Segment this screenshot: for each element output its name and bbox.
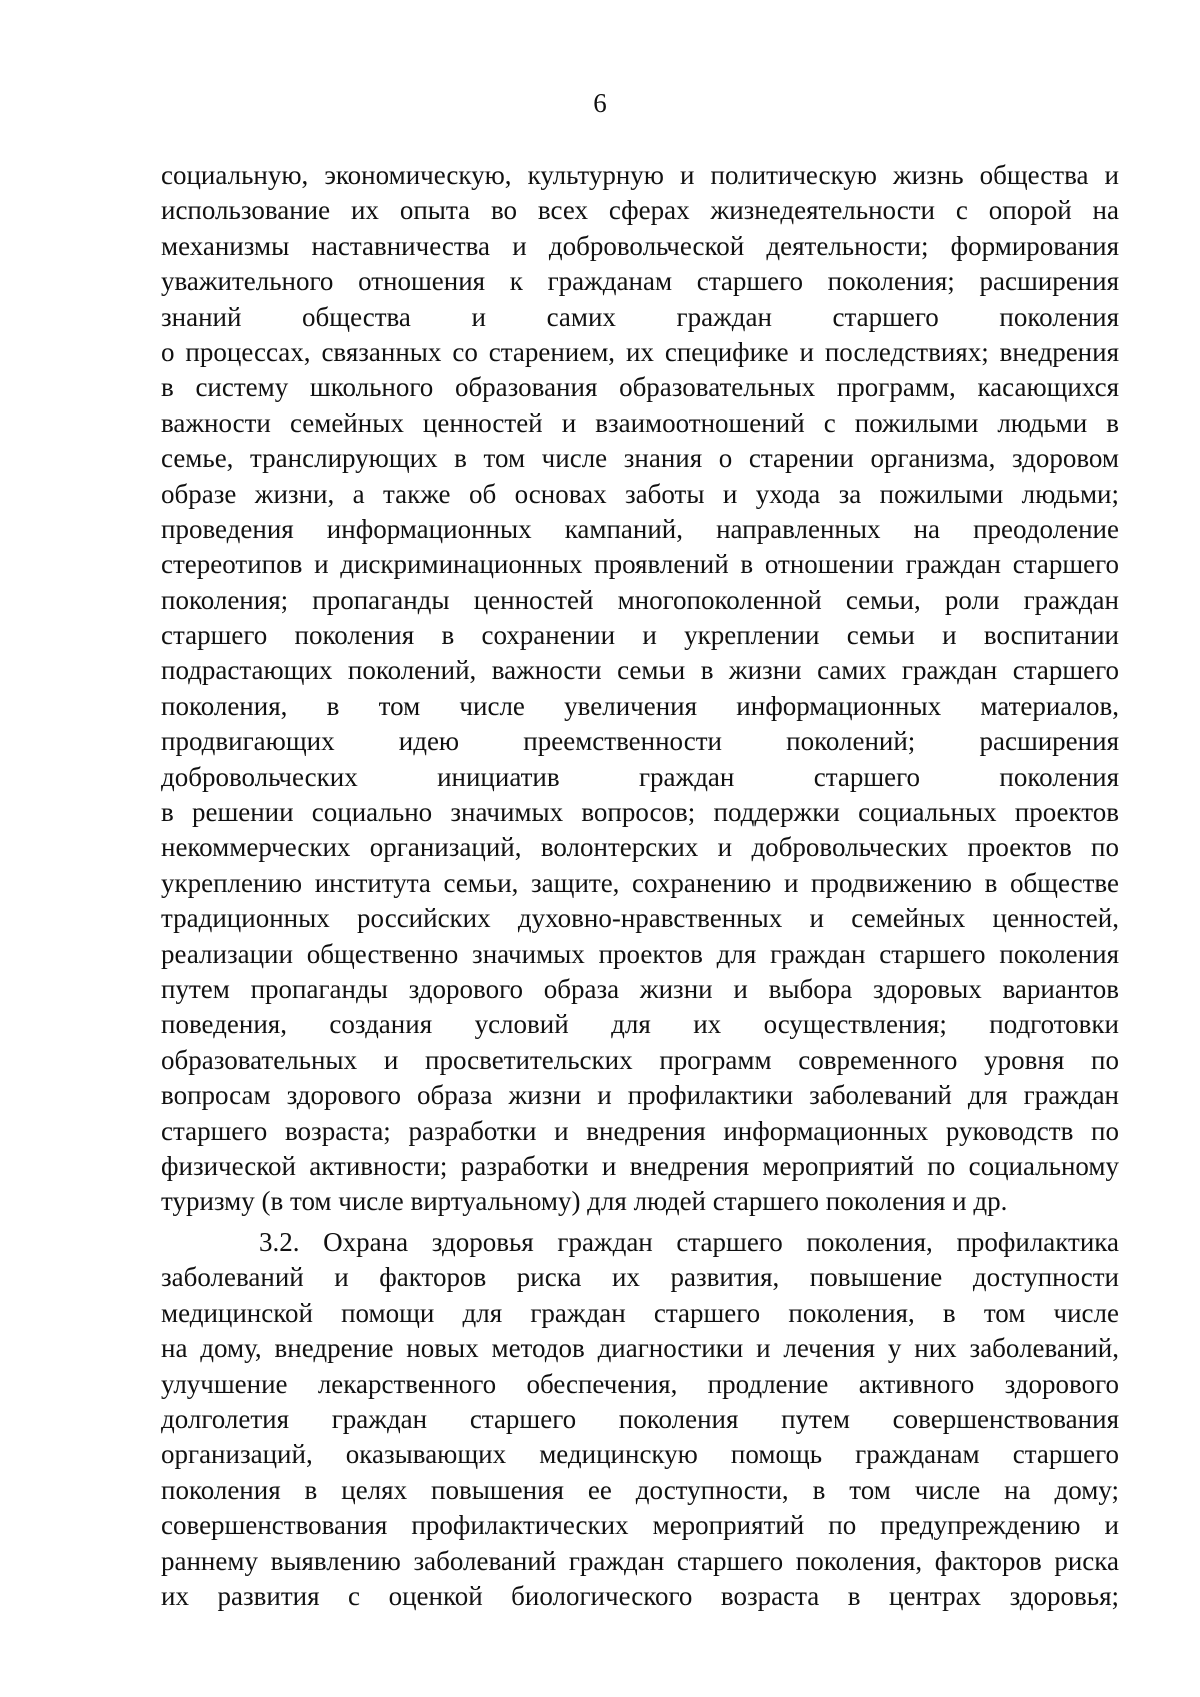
text-line: старшего возраста; разработки и внедрения информационных руководств по <box>161 1115 1119 1146</box>
text-line: долголетия граждан старшего поколения путем совершенствования <box>161 1403 1119 1434</box>
text-line: некоммерческих организаций, волонтерских и добровольческих проектов по <box>161 832 1119 863</box>
text-line: социальную, экономическую, культурную и политическую жизнь общества и <box>161 160 1119 190</box>
text-line: традиционных российских духовно-нравственных и семейных ценностей, <box>161 903 1119 934</box>
text-line: знаний общества и самих граждан старшего поколения <box>161 301 1119 332</box>
paragraph-continuation <box>161 158 1119 1220</box>
section-3-2-paragraph <box>161 1225 1119 1614</box>
text-line: физической активности; разработки и внедрения мероприятий по социальному <box>161 1150 1119 1181</box>
text-line: продвигающих идею преемственности поколений; расширения <box>161 726 1119 757</box>
text-line: укреплению института семьи, защите, сохранению и продвижению в обществе <box>161 867 1119 898</box>
text-line: туризму (в том числе виртуальному) для людей старшего поколения и др. <box>161 1186 1008 1217</box>
text-line: поколения, в том числе увеличения информационных материалов, <box>161 690 1119 721</box>
text-line: путем пропаганды здорового образа жизни и выбора здоровых вариантов <box>161 973 1119 1004</box>
text-line: в решении социально значимых вопросов; поддержки социальных проектов <box>161 797 1119 828</box>
text-line: старшего поколения в сохранении и укреплении семьи и воспитании <box>161 620 1119 651</box>
text-line: раннему выявлению заболеваний граждан старшего поколения, факторов риска <box>161 1545 1119 1576</box>
text-line: в систему школьного образования образовательных программ, касающихся <box>161 372 1119 403</box>
text-line: добровольческих инициатив граждан старшего поколения <box>161 761 1119 792</box>
text-line: заболеваний и факторов риска их развития, повышение доступности <box>161 1262 1119 1293</box>
text-line: образовательных и просветительских программ современного уровня по <box>161 1044 1119 1075</box>
text-line: организаций, оказывающих медицинскую помощь гражданам старшего <box>161 1439 1119 1470</box>
text-line: механизмы наставничества и добровольческой деятельности; формирования <box>161 230 1119 261</box>
text-line: совершенствования профилактических мероприятий по предупреждению и <box>161 1510 1119 1541</box>
text-line: уважительного отношения к гражданам старшего поколения; расширения <box>161 266 1119 297</box>
text-line: поколения в целях повышения ее доступности, в том числе на дому; <box>161 1474 1119 1505</box>
text-line: медицинской помощи для граждан старшего поколения, в том числе <box>161 1297 1119 1328</box>
text-line: проведения информационных кампаний, направленных на преодоление <box>161 513 1119 544</box>
text-line: поведения, создания условий для их осуществления; подготовки <box>161 1009 1119 1040</box>
text-line: стереотипов и дискриминационных проявлений в отношении граждан старшего <box>161 549 1119 580</box>
text-line: подрастающих поколений, важности семьи в жизни самих граждан старшего <box>161 655 1119 686</box>
text-line: поколения; пропаганды ценностей многопоколенной семьи, роли граждан <box>161 584 1119 615</box>
text-line: семье, транслирующих в том числе знания о старении организма, здоровом <box>161 443 1119 474</box>
text-line: о процессах, связанных со старением, их специфике и последствиях; внедрения <box>161 336 1119 367</box>
text-line: реализации общественно значимых проектов для граждан старшего поколения <box>161 938 1119 969</box>
text-line: их развития с оценкой биологического возраста в центрах здоровья; <box>161 1580 1119 1611</box>
page-number: 6 <box>593 88 607 118</box>
text-line: на дому, внедрение новых методов диагностики и лечения у них заболеваний, <box>161 1333 1119 1364</box>
text-line: важности семейных ценностей и взаимоотношений с пожилыми людьми в <box>161 407 1119 438</box>
text-line: 3.2. Охрана здоровья граждан старшего поколения, профилактика <box>259 1227 1119 1257</box>
text-line: вопросам здорового образа жизни и профилактики заболеваний для граждан <box>161 1080 1119 1111</box>
text-line: использование их опыта во всех сферах жизнедеятельности с опорой на <box>161 195 1119 226</box>
text-line: образе жизни, а также об основах заботы и ухода за пожилыми людьми; <box>161 478 1119 509</box>
text-line: улучшение лекарственного обеспечения, продление активного здорового <box>161 1368 1119 1399</box>
